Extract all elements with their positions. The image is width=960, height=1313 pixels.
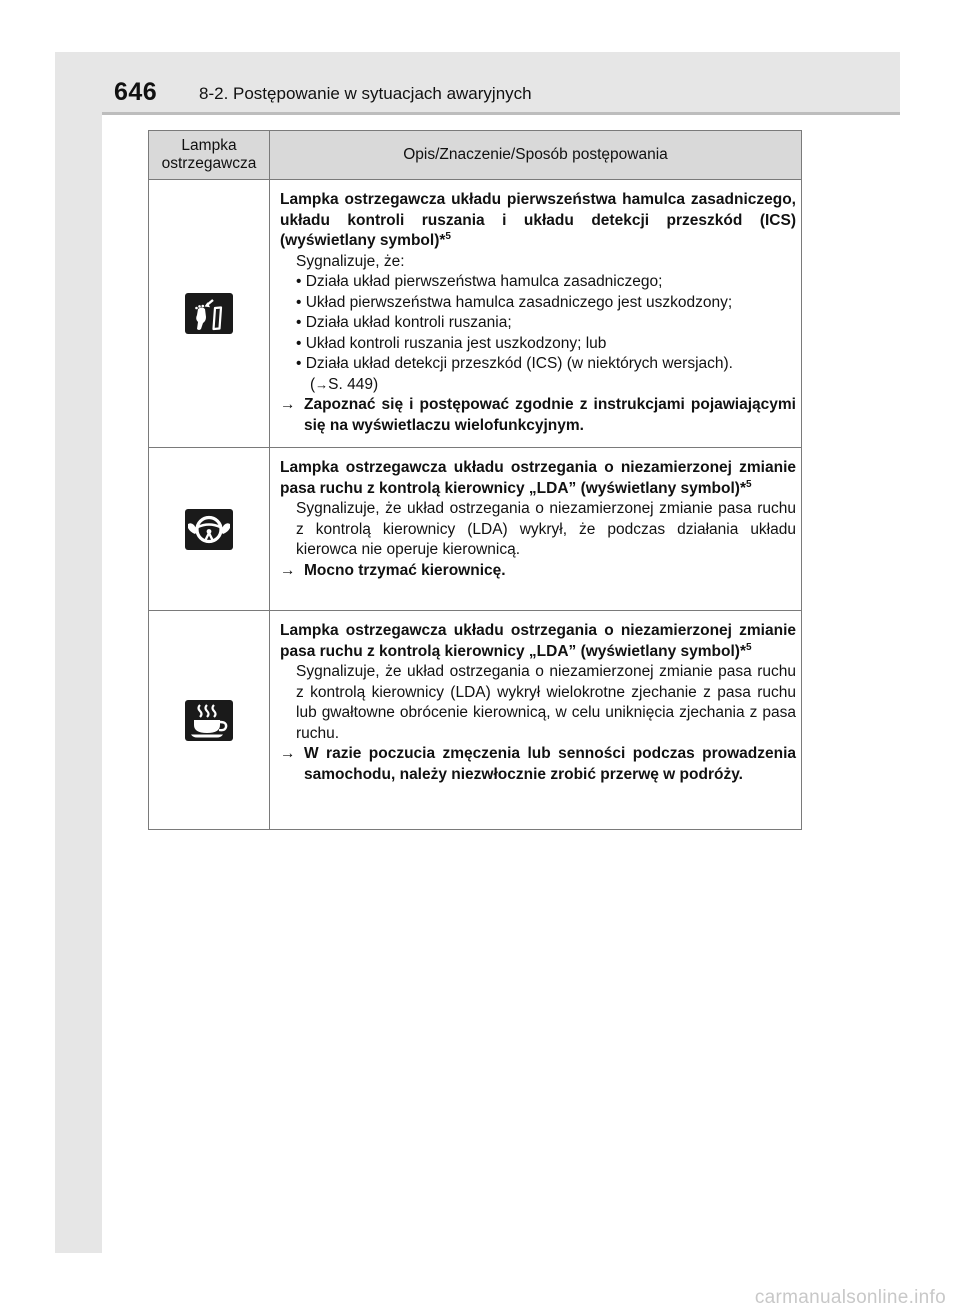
list-item: • Układ kontroli ruszania jest uszkodzony; lub [296,334,607,352]
column-header-lamp [149,131,270,180]
warning-title [280,190,796,252]
arrow-icon: → [280,396,296,413]
warning-title-text: Lampka ostrzegawcza układu pierwszeństwa hamulca zasadniczego, układu kontroli ruszania i układu detekcji przeszkód (ICS) (wyświetlany symbol)* [280,191,796,249]
warning-title [280,621,796,662]
brake-priority-warning-icon [185,293,233,334]
action-instruction: W razie poczucia zmęczenia lub senności podczas prowadzenia samochodu, należy niezwłocznie zrobić przerwę w podróży. [304,745,796,783]
arrow-icon: → [280,561,296,579]
warning-title-text: Lampka ostrzegawcza układu ostrzegania o niezamierzonej zmianie pasa ruchu z kontrolą kierownicy „LDA” (wyświetlany symbol)* [280,622,796,660]
ref-paren: ( [310,375,316,393]
description-cell [270,611,802,830]
page-number: 646 [114,78,158,106]
list-item: • Układ pierwszeństwa hamulca zasadniczego jest uszkodzony; [296,293,733,311]
lamp-cell [149,448,270,611]
page-header [102,52,900,115]
warning-lights-table [148,130,802,830]
table-row [149,448,802,611]
warning-title [280,458,796,499]
list-item: • Działa układ detekcji przeszkód (ICS) (w niektórych wersjach). [296,355,733,372]
watermark: carmanualsonline.info [754,1287,946,1308]
description-cell [270,180,802,448]
action-text [280,561,796,582]
table-row [149,611,802,830]
section-title: 8-2. Postępowanie w sytuacjach awaryjnych [199,84,532,103]
arrow-icon: → [280,745,296,762]
action-instruction: Mocno trzymać kierownicę. [304,561,506,579]
arrow-icon: → [315,376,329,392]
table-header-row [149,131,802,180]
description-cell [270,448,802,611]
table-row [149,180,802,448]
list-item: • Działa układ kontroli ruszania; [296,314,512,331]
steering-wheel-hands-icon [185,509,233,550]
column-header-lamp-line2: ostrzegawcza [161,155,257,172]
side-strip [55,52,102,1253]
lamp-cell [149,611,270,830]
footnote-mark: 5 [445,230,451,242]
body-text: Sygnalizuje, że układ ostrzegania o niezamierzonej zmianie pasa ruchu z kontrolą kierownicy (LDA) wykrył wielokrotne zjechanie z pasa ruchu lub gwałtowne obrócenie kierownicą, w celu uniknięcia zjechania z pasa ruchu. [296,663,796,742]
column-header-description: Opis/Znaczenie/Sposób postępowania [270,131,802,180]
body-text: Sygnalizuje, że układ ostrzegania o niezamierzonej zmianie pasa ruchu z kontrolą kierownicy (LDA) wykrył, że podczas działania układu kierowca nie operuje kierownicą. [296,500,796,558]
ref-link[interactable]: S. 449) [328,375,379,393]
lamp-cell [149,180,270,448]
coffee-cup-icon [185,700,233,741]
action-instruction: Zapoznać się i postępować zgodnie z instrukcjami pojawiającymi się na wyświetlaczu wielofunkcyjnym. [304,396,796,434]
intro-text: Sygnalizuje, że: [296,252,405,270]
warning-title-text: Lampka ostrzegawcza układu ostrzegania o niezamierzonej zmianie pasa ruchu z kontrolą kierownicy „LDA” (wyświetlany symbol)* [280,459,796,497]
column-header-lamp-line1: Lampka [181,137,237,154]
action-text [280,395,796,436]
page-reference [280,375,796,396]
footnote-mark: 5 [745,641,752,653]
list-item: • Działa układ pierwszeństwa hamulca zasadniczego; [296,273,663,290]
footnote-mark: 5 [745,478,752,490]
action-text [280,744,796,785]
